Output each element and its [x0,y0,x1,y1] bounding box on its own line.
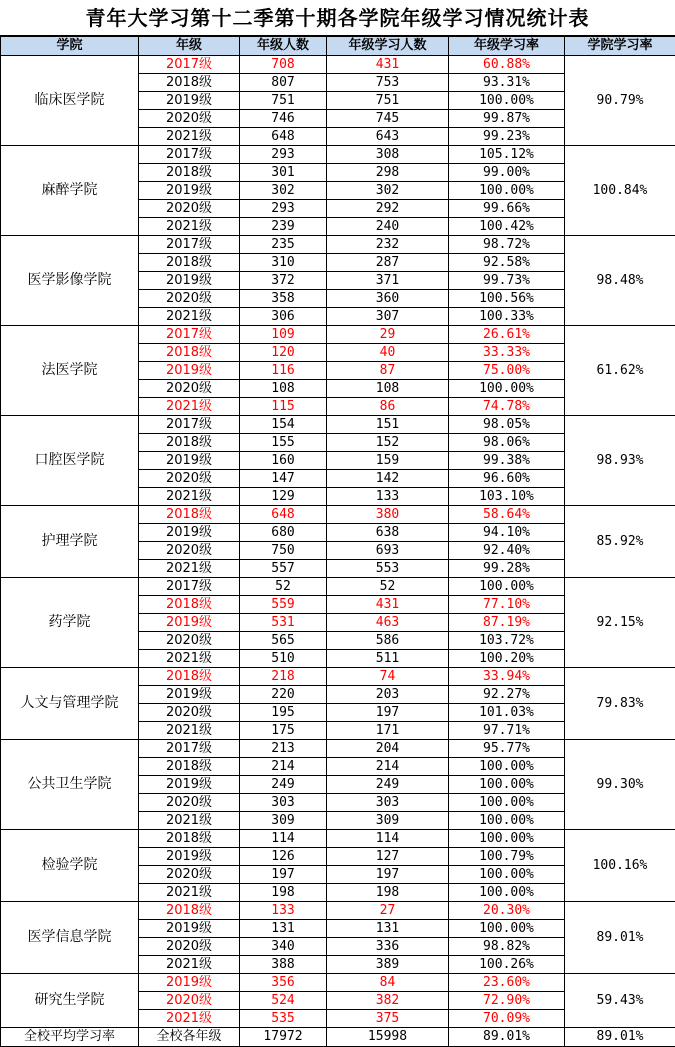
grade-cell: 2019级 [139,182,240,200]
grade-cell: 2021级 [139,308,240,326]
grade-total-cell: 120 [240,344,327,362]
grade-total-cell: 680 [240,524,327,542]
grade-rate-cell: 77.10% [449,596,565,614]
grade-studied-cell: 382 [327,992,449,1010]
summary-grade: 全校各年级 [139,1028,240,1047]
grade-cell: 2019级 [139,272,240,290]
grade-total-cell: 175 [240,722,327,740]
grade-cell: 2018级 [139,344,240,362]
grade-rate-cell: 100.00% [449,776,565,794]
grade-cell: 2021级 [139,488,240,506]
grade-studied-cell: 197 [327,704,449,722]
grade-cell: 2019级 [139,524,240,542]
grade-rate-cell: 70.09% [449,1010,565,1028]
grade-total-cell: 154 [240,416,327,434]
grade-cell: 2017级 [139,578,240,596]
grade-studied-cell: 198 [327,884,449,902]
grade-total-cell: 302 [240,182,327,200]
college-rate: 99.30% [565,740,675,830]
grade-rate-cell: 100.00% [449,812,565,830]
summary-label: 全校平均学习率 [1,1028,139,1047]
grade-total-cell: 306 [240,308,327,326]
grade-studied-cell: 152 [327,434,449,452]
grade-total-cell: 108 [240,380,327,398]
grade-rate-cell: 103.72% [449,632,565,650]
grade-total-cell: 129 [240,488,327,506]
grade-studied-cell: 197 [327,866,449,884]
grade-studied-cell: 586 [327,632,449,650]
grade-studied-cell: 375 [327,1010,449,1028]
grade-studied-cell: 302 [327,182,449,200]
grade-rate-cell: 100.00% [449,866,565,884]
grade-cell: 2019级 [139,92,240,110]
grade-total-cell: 114 [240,830,327,848]
grade-studied-cell: 753 [327,74,449,92]
grade-studied-cell: 287 [327,254,449,272]
grade-rate-cell: 105.12% [449,146,565,164]
college-rate: 90.79% [565,56,675,146]
grade-studied-cell: 151 [327,416,449,434]
grade-total-cell: 195 [240,704,327,722]
grade-cell: 2020级 [139,380,240,398]
grade-rate-cell: 100.00% [449,830,565,848]
grade-total-cell: 214 [240,758,327,776]
grade-studied-cell: 29 [327,326,449,344]
table-row [1,506,675,524]
grade-rate-cell: 75.00% [449,362,565,380]
grade-rate-cell: 23.60% [449,974,565,992]
college-name: 法医学院 [1,326,139,416]
grade-total-cell: 746 [240,110,327,128]
summary-studied: 15998 [327,1028,449,1047]
grade-studied-cell: 389 [327,956,449,974]
grade-cell: 2018级 [139,596,240,614]
table-row [1,326,675,344]
grade-total-cell: 565 [240,632,327,650]
stats-table [0,36,675,1047]
college-name: 人文与管理学院 [1,668,139,740]
grade-rate-cell: 100.00% [449,92,565,110]
grade-total-cell: 557 [240,560,327,578]
grade-rate-cell: 99.87% [449,110,565,128]
header-college-rate: 学院学习率 [565,37,675,56]
grade-rate-cell: 99.23% [449,128,565,146]
grade-rate-cell: 100.42% [449,218,565,236]
college-rate: 92.15% [565,578,675,668]
grade-total-cell: 340 [240,938,327,956]
grade-cell: 2021级 [139,1010,240,1028]
grade-cell: 2019级 [139,848,240,866]
college-rate: 89.01% [565,902,675,974]
grade-total-cell: 115 [240,398,327,416]
table-row [1,740,675,758]
summary-total: 17972 [240,1028,327,1047]
grade-cell: 2021级 [139,398,240,416]
grade-total-cell: 147 [240,470,327,488]
grade-studied-cell: 303 [327,794,449,812]
grade-studied-cell: 360 [327,290,449,308]
college-name: 检验学院 [1,830,139,902]
header-grade-studied: 年级学习人数 [327,37,449,56]
grade-rate-cell: 100.79% [449,848,565,866]
grade-rate-cell: 103.10% [449,488,565,506]
grade-rate-cell: 100.20% [449,650,565,668]
grade-studied-cell: 308 [327,146,449,164]
grade-studied-cell: 108 [327,380,449,398]
grade-studied-cell: 52 [327,578,449,596]
grade-cell: 2021级 [139,812,240,830]
grade-cell: 2018级 [139,902,240,920]
college-rate: 59.43% [565,974,675,1028]
grade-studied-cell: 240 [327,218,449,236]
college-rate: 98.93% [565,416,675,506]
grade-total-cell: 239 [240,218,327,236]
college-rate: 85.92% [565,506,675,578]
grade-cell: 2019级 [139,974,240,992]
grade-cell: 2020级 [139,110,240,128]
grade-total-cell: 249 [240,776,327,794]
grade-studied-cell: 171 [327,722,449,740]
grade-total-cell: 155 [240,434,327,452]
grade-rate-cell: 100.00% [449,380,565,398]
grade-rate-cell: 99.73% [449,272,565,290]
grade-rate-cell: 92.27% [449,686,565,704]
grade-studied-cell: 40 [327,344,449,362]
grade-rate-cell: 95.77% [449,740,565,758]
grade-studied-cell: 292 [327,200,449,218]
grade-rate-cell: 100.00% [449,758,565,776]
grade-total-cell: 648 [240,506,327,524]
grade-cell: 2017级 [139,326,240,344]
grade-total-cell: 535 [240,1010,327,1028]
grade-rate-cell: 96.60% [449,470,565,488]
grade-cell: 2018级 [139,164,240,182]
grade-cell: 2018级 [139,254,240,272]
grade-cell: 2020级 [139,542,240,560]
grade-total-cell: 751 [240,92,327,110]
grade-cell: 2020级 [139,632,240,650]
grade-total-cell: 510 [240,650,327,668]
grade-rate-cell: 92.40% [449,542,565,560]
grade-rate-cell: 99.66% [449,200,565,218]
grade-rate-cell: 74.78% [449,398,565,416]
grade-cell: 2020级 [139,470,240,488]
grade-studied-cell: 638 [327,524,449,542]
grade-cell: 2017级 [139,236,240,254]
grade-cell: 2018级 [139,758,240,776]
grade-total-cell: 648 [240,128,327,146]
grade-rate-cell: 100.00% [449,578,565,596]
grade-studied-cell: 298 [327,164,449,182]
college-name: 公共卫生学院 [1,740,139,830]
grade-cell: 2017级 [139,740,240,758]
grade-total-cell: 213 [240,740,327,758]
grade-cell: 2020级 [139,794,240,812]
grade-cell: 2021级 [139,560,240,578]
grade-rate-cell: 98.06% [449,434,565,452]
grade-studied-cell: 249 [327,776,449,794]
grade-rate-cell: 100.33% [449,308,565,326]
grade-total-cell: 356 [240,974,327,992]
college-rate: 79.83% [565,668,675,740]
grade-total-cell: 109 [240,326,327,344]
college-name: 口腔医学院 [1,416,139,506]
grade-rate-cell: 100.56% [449,290,565,308]
grade-studied-cell: 127 [327,848,449,866]
summary-college-rate: 89.01% [565,1028,675,1047]
table-row [1,146,675,164]
grade-rate-cell: 72.90% [449,992,565,1010]
grade-studied-cell: 371 [327,272,449,290]
grade-cell: 2019级 [139,362,240,380]
grade-studied-cell: 142 [327,470,449,488]
grade-rate-cell: 98.72% [449,236,565,254]
grade-rate-cell: 98.82% [449,938,565,956]
grade-rate-cell: 93.31% [449,74,565,92]
header-grade: 年级 [139,37,240,56]
table-row [1,236,675,254]
college-name: 医学信息学院 [1,902,139,974]
college-rate: 98.48% [565,236,675,326]
grade-rate-cell: 33.94% [449,668,565,686]
grade-total-cell: 531 [240,614,327,632]
grade-total-cell: 197 [240,866,327,884]
grade-rate-cell: 87.19% [449,614,565,632]
summary-row [1,1028,675,1047]
grade-rate-cell: 26.61% [449,326,565,344]
header-grade-total: 年级人数 [240,37,327,56]
grade-cell: 2019级 [139,776,240,794]
grade-rate-cell: 97.71% [449,722,565,740]
grade-rate-cell: 33.33% [449,344,565,362]
grade-rate-cell: 99.28% [449,560,565,578]
grade-rate-cell: 60.88% [449,56,565,74]
grade-cell: 2020级 [139,938,240,956]
table-row [1,902,675,920]
grade-total-cell: 372 [240,272,327,290]
grade-total-cell: 160 [240,452,327,470]
grade-total-cell: 524 [240,992,327,1010]
grade-cell: 2019级 [139,920,240,938]
grade-cell: 2017级 [139,146,240,164]
grade-studied-cell: 553 [327,560,449,578]
college-name: 医学影像学院 [1,236,139,326]
grade-rate-cell: 98.05% [449,416,565,434]
grade-studied-cell: 204 [327,740,449,758]
grade-rate-cell: 92.58% [449,254,565,272]
grade-cell: 2017级 [139,416,240,434]
grade-studied-cell: 463 [327,614,449,632]
grade-total-cell: 218 [240,668,327,686]
grade-total-cell: 708 [240,56,327,74]
grade-cell: 2021级 [139,128,240,146]
grade-total-cell: 750 [240,542,327,560]
grade-total-cell: 52 [240,578,327,596]
grade-studied-cell: 643 [327,128,449,146]
grade-cell: 2020级 [139,290,240,308]
grade-total-cell: 293 [240,146,327,164]
table-title: 青年大学习第十二季第十期各学院年级学习情况统计表 [0,0,675,36]
grade-cell: 2019级 [139,452,240,470]
grade-rate-cell: 58.64% [449,506,565,524]
header-college: 学院 [1,37,139,56]
grade-studied-cell: 203 [327,686,449,704]
grade-cell: 2019级 [139,614,240,632]
table-row [1,578,675,596]
grade-total-cell: 303 [240,794,327,812]
grade-studied-cell: 693 [327,542,449,560]
grade-total-cell: 358 [240,290,327,308]
grade-studied-cell: 27 [327,902,449,920]
grade-studied-cell: 133 [327,488,449,506]
grade-cell: 2018级 [139,668,240,686]
grade-rate-cell: 100.00% [449,920,565,938]
grade-studied-cell: 431 [327,596,449,614]
grade-studied-cell: 431 [327,56,449,74]
college-rate: 100.16% [565,830,675,902]
grade-studied-cell: 131 [327,920,449,938]
grade-studied-cell: 74 [327,668,449,686]
grade-total-cell: 309 [240,812,327,830]
college-name: 临床医学院 [1,56,139,146]
college-name: 药学院 [1,578,139,668]
grade-cell: 2020级 [139,200,240,218]
college-name: 研究生学院 [1,974,139,1028]
table-row [1,974,675,992]
grade-total-cell: 126 [240,848,327,866]
header-row [1,37,675,56]
grade-studied-cell: 86 [327,398,449,416]
grade-total-cell: 301 [240,164,327,182]
grade-cell: 2021级 [139,884,240,902]
grade-cell: 2021级 [139,722,240,740]
grade-cell: 2020级 [139,866,240,884]
grade-rate-cell: 99.00% [449,164,565,182]
grade-studied-cell: 232 [327,236,449,254]
college-rate: 61.62% [565,326,675,416]
college-name: 护理学院 [1,506,139,578]
grade-total-cell: 807 [240,74,327,92]
grade-cell: 2020级 [139,992,240,1010]
table-row [1,830,675,848]
grade-total-cell: 131 [240,920,327,938]
grade-cell: 2021级 [139,218,240,236]
grade-studied-cell: 511 [327,650,449,668]
grade-cell: 2019级 [139,686,240,704]
grade-total-cell: 133 [240,902,327,920]
summary-rate: 89.01% [449,1028,565,1047]
grade-studied-cell: 380 [327,506,449,524]
grade-cell: 2021级 [139,956,240,974]
grade-studied-cell: 336 [327,938,449,956]
grade-studied-cell: 745 [327,110,449,128]
grade-total-cell: 235 [240,236,327,254]
grade-total-cell: 220 [240,686,327,704]
grade-studied-cell: 87 [327,362,449,380]
grade-cell: 2017级 [139,56,240,74]
grade-studied-cell: 309 [327,812,449,830]
grade-total-cell: 388 [240,956,327,974]
grade-rate-cell: 100.00% [449,884,565,902]
grade-studied-cell: 307 [327,308,449,326]
grade-rate-cell: 20.30% [449,902,565,920]
grade-studied-cell: 214 [327,758,449,776]
grade-rate-cell: 100.00% [449,182,565,200]
grade-total-cell: 559 [240,596,327,614]
table-row [1,416,675,434]
college-rate: 100.84% [565,146,675,236]
table-row [1,56,675,74]
grade-cell: 2018级 [139,830,240,848]
grade-rate-cell: 100.00% [449,794,565,812]
grade-studied-cell: 84 [327,974,449,992]
table-row [1,668,675,686]
grade-cell: 2018级 [139,506,240,524]
grade-rate-cell: 100.26% [449,956,565,974]
grade-total-cell: 310 [240,254,327,272]
grade-total-cell: 293 [240,200,327,218]
grade-rate-cell: 99.38% [449,452,565,470]
grade-studied-cell: 114 [327,830,449,848]
grade-cell: 2021级 [139,650,240,668]
grade-studied-cell: 159 [327,452,449,470]
header-grade-rate: 年级学习率 [449,37,565,56]
grade-rate-cell: 101.03% [449,704,565,722]
grade-rate-cell: 94.10% [449,524,565,542]
grade-cell: 2020级 [139,704,240,722]
grade-studied-cell: 751 [327,92,449,110]
grade-cell: 2018级 [139,74,240,92]
college-name: 麻醉学院 [1,146,139,236]
grade-cell: 2018级 [139,434,240,452]
grade-total-cell: 116 [240,362,327,380]
grade-total-cell: 198 [240,884,327,902]
